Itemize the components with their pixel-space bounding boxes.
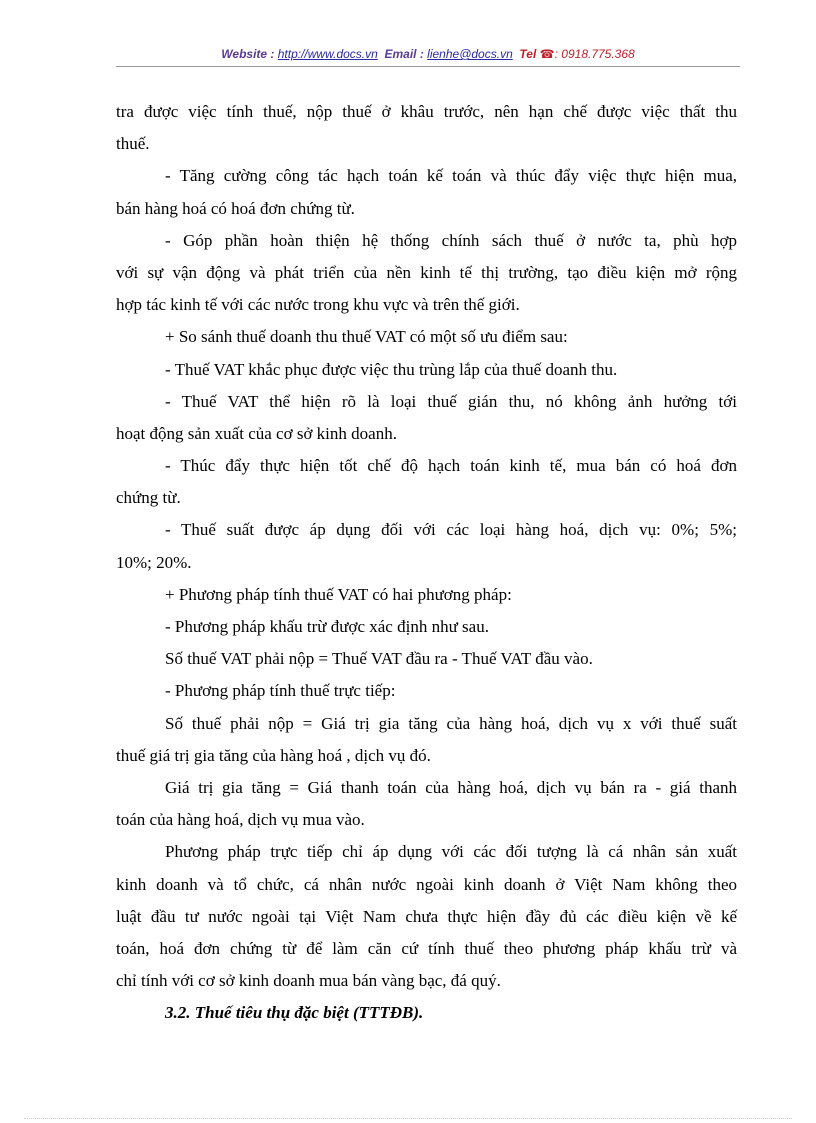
email-separator: :	[416, 47, 424, 61]
text-line: Số thuế phải nộp = Giá trị gia tăng của hàng hoá, dịch vụ x với thuế suất	[165, 713, 737, 733]
text-line: - Góp phần hoàn thiện hệ thống chính sách thuế ở nước ta, phù hợp	[165, 230, 737, 250]
phone-icon: ☎	[539, 47, 555, 61]
text-line: bán hàng hoá có hoá đơn chứng từ.	[116, 198, 355, 218]
phone-number: : 0918.775.368	[554, 47, 635, 61]
text-line: hoạt động sản xuất của cơ sở kinh doanh.	[116, 423, 397, 443]
email-label: Email	[384, 47, 417, 61]
text-line: + Phương pháp tính thuế VAT có hai phương pháp:	[165, 584, 512, 604]
section-heading: 3.2. Thuế tiêu thụ đặc biệt (TTTĐB).	[165, 1003, 424, 1023]
text-line: - Phương pháp khấu trừ được xác định như sau.	[165, 617, 489, 636]
text-line: toán, hoá đơn chứng từ để làm căn cứ tính thuế theo phương pháp khấu trừ và	[116, 938, 737, 958]
footer-divider	[24, 1118, 792, 1119]
email-link[interactable]: lienhe@docs.vn	[427, 47, 513, 61]
text-line: thuế.	[116, 134, 150, 154]
text-line: - Thuế suất được áp dụng đối với các loại hàng hoá, dịch vụ: 0%; 5%;	[165, 520, 737, 540]
text-line: + So sánh thuế doanh thu thuế VAT có một số ưu điểm sau:	[165, 327, 568, 347]
text-line: chỉ tính với cơ sở kinh doanh mua bán vàng bạc, đá quý.	[116, 971, 501, 991]
text-line: 10%; 20%.	[116, 552, 192, 572]
text-line: - Thuế VAT thể hiện rõ là loại thuế gián thu, nó không ảnh hưởng tới	[165, 391, 737, 411]
website-link[interactable]: http://www.docs.vn	[277, 47, 378, 61]
text-line: tra được việc tính thuế, nộp thuế ở khâu trước, nên hạn chế được việc thất thu	[116, 102, 737, 121]
text-line: - Thuế VAT khắc phục được việc thu trùng lắp của thuế doanh thu.	[165, 359, 618, 379]
header-divider	[116, 66, 740, 67]
text-line: luật đầu tư nước ngoài tại Việt Nam chưa thực hiện đầy đủ các điều kiện về kế	[116, 906, 737, 926]
text-line: hợp tác kinh tế với các nước trong khu vực và trên thế giới.	[116, 295, 520, 315]
document-body	[116, 96, 737, 1029]
text-line: - Thúc đẩy thực hiện tốt chế độ hạch toán kinh tế, mua bán có hoá đơn	[165, 456, 737, 476]
text-line: thuế giá trị gia tăng của hàng hoá , dịch vụ đó.	[116, 745, 431, 765]
website-label: Website :	[221, 47, 275, 61]
text-line: toán của hàng hoá, dịch vụ mua vào.	[116, 810, 365, 830]
text-line: với sự vận động và phát triển của nền kinh tế thị trường, tạo điều kiện mở rộng	[116, 262, 737, 282]
text-line: kinh doanh và tổ chức, cá nhân nước ngoài kinh doanh ở Việt Nam không theo	[116, 874, 737, 894]
text-line: chứng từ.	[116, 488, 181, 508]
text-line: Phương pháp trực tiếp chỉ áp dụng với các đối tượng là cá nhân sản xuất	[165, 842, 737, 862]
text-line: Số thuế VAT phải nộp = Thuế VAT đầu ra - Thuế VAT đầu vào.	[165, 649, 593, 669]
tel-label: Tel	[519, 47, 537, 61]
text-line: - Tăng cường công tác hạch toán kế toán và thúc đẩy việc thực hiện mua,	[165, 166, 737, 186]
page-header	[116, 47, 740, 61]
text-line: - Phương pháp tính thuế trực tiếp:	[165, 681, 396, 701]
text-line: Giá trị gia tăng = Giá thanh toán của hàng hoá, dịch vụ bán ra - giá thanh	[165, 777, 737, 797]
